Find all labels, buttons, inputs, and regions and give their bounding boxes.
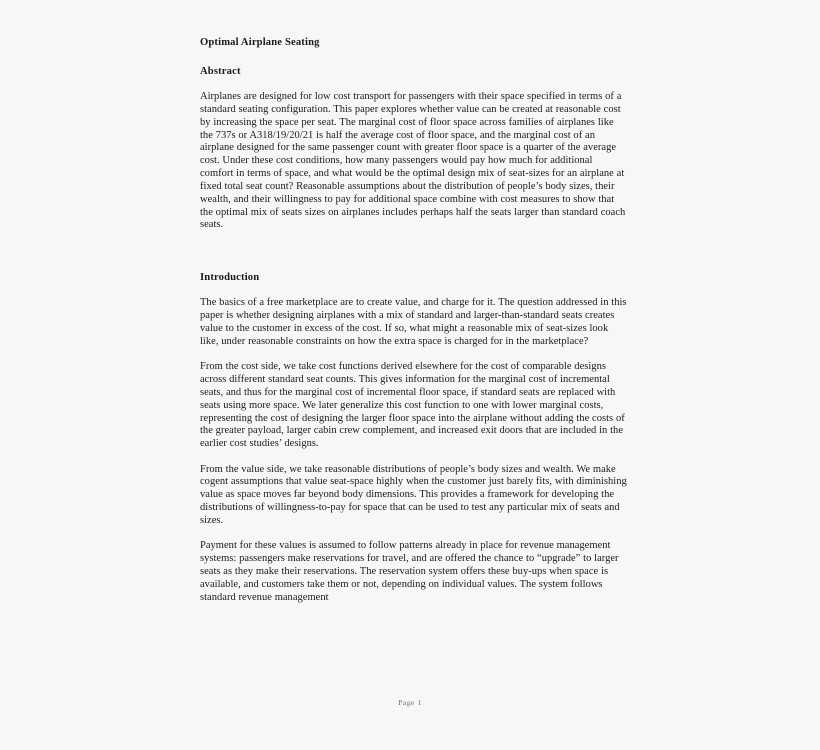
section-heading-abstract: Abstract bbox=[200, 66, 241, 77]
page-title: Optimal Airplane Seating bbox=[200, 37, 320, 48]
introduction-paragraph: From the cost side, we take cost functions derived elsewhere for the cost of comparable designs across different standard seat counts. This gives information for the marginal cost of incremental seats, and thus for the marginal cost of incremental floor space, if standard seats are replaced with seats using more space. We later generalize this cost function to one with lower marginal costs, representing the cost of designing the larger floor space into the airplane without adding the costs of the greater payload, larger cabin crew complement, and increased exit doors that are included in the earlier cost studies’ designs. bbox=[200, 361, 625, 450]
section-abstract bbox=[200, 65, 628, 232]
introduction-paragraph: From the value side, we take reasonable distributions of people’s body sizes and wealth. We make cogent assumptions that value seat-space highly when the customer just barely fits, with diminishing value as space moves far beyond body dimensions. This provides a framework for developing the distributions of willingness-to-pay for space that can be used to test any particular mix of seats and sizes. bbox=[200, 463, 627, 526]
page-footer bbox=[0, 698, 820, 707]
footer-page-label: Page bbox=[398, 698, 415, 707]
section-heading-introduction: Introduction bbox=[200, 272, 260, 284]
document-content bbox=[200, 36, 628, 605]
section-introduction bbox=[200, 271, 628, 604]
footer-page-number: 1 bbox=[417, 698, 422, 707]
introduction-paragraph: Payment for these values is assumed to follow patterns already in place for revenue management systems: passengers make reservations for travel, and are offered the chance to “upgrade” to larger seats as they make their reservations. The reservation system offers these buy-ups when space is available, and customers take them or not, depending on individual values. The system follows standard revenue management bbox=[200, 540, 619, 603]
introduction-paragraph: The basics of a free marketplace are to create value, and charge for it. The question addressed in this paper is whether designing airplanes with a mix of standard and larger-than-standard seats creates value to the customer in excess of the cost. If so, what might a reasonable mix of seat-sizes look like, under reasonable constraints on how the extra space is charged for in the marketplace? bbox=[200, 297, 627, 347]
abstract-paragraph: Airplanes are designed for low cost transport for passengers with their space specified in terms of a standard seating configuration. This paper explores whether value can be created at reasonable cost by increasing the space per seat. The marginal cost of floor space across families of airplanes like the 737s or A318/19/20/21 is half the average cost of floor space, and the marginal cost of an airplane designed for the same passenger count with greater floor space is a quarter of the average cost. Under these cost conditions, how many passengers would pay how much for additional comfort in terms of space, and what would be the optimal design mix of seat-sizes for an airplane at fixed total seat count? Reasonable assumptions about the distribution of people’s body sizes, their wealth, and their willingness to pay for additional space combine with cost measures to show that the optimal mix of seats sizes on airplanes includes perhaps half the seats larger than standard coach seats. bbox=[200, 91, 626, 231]
